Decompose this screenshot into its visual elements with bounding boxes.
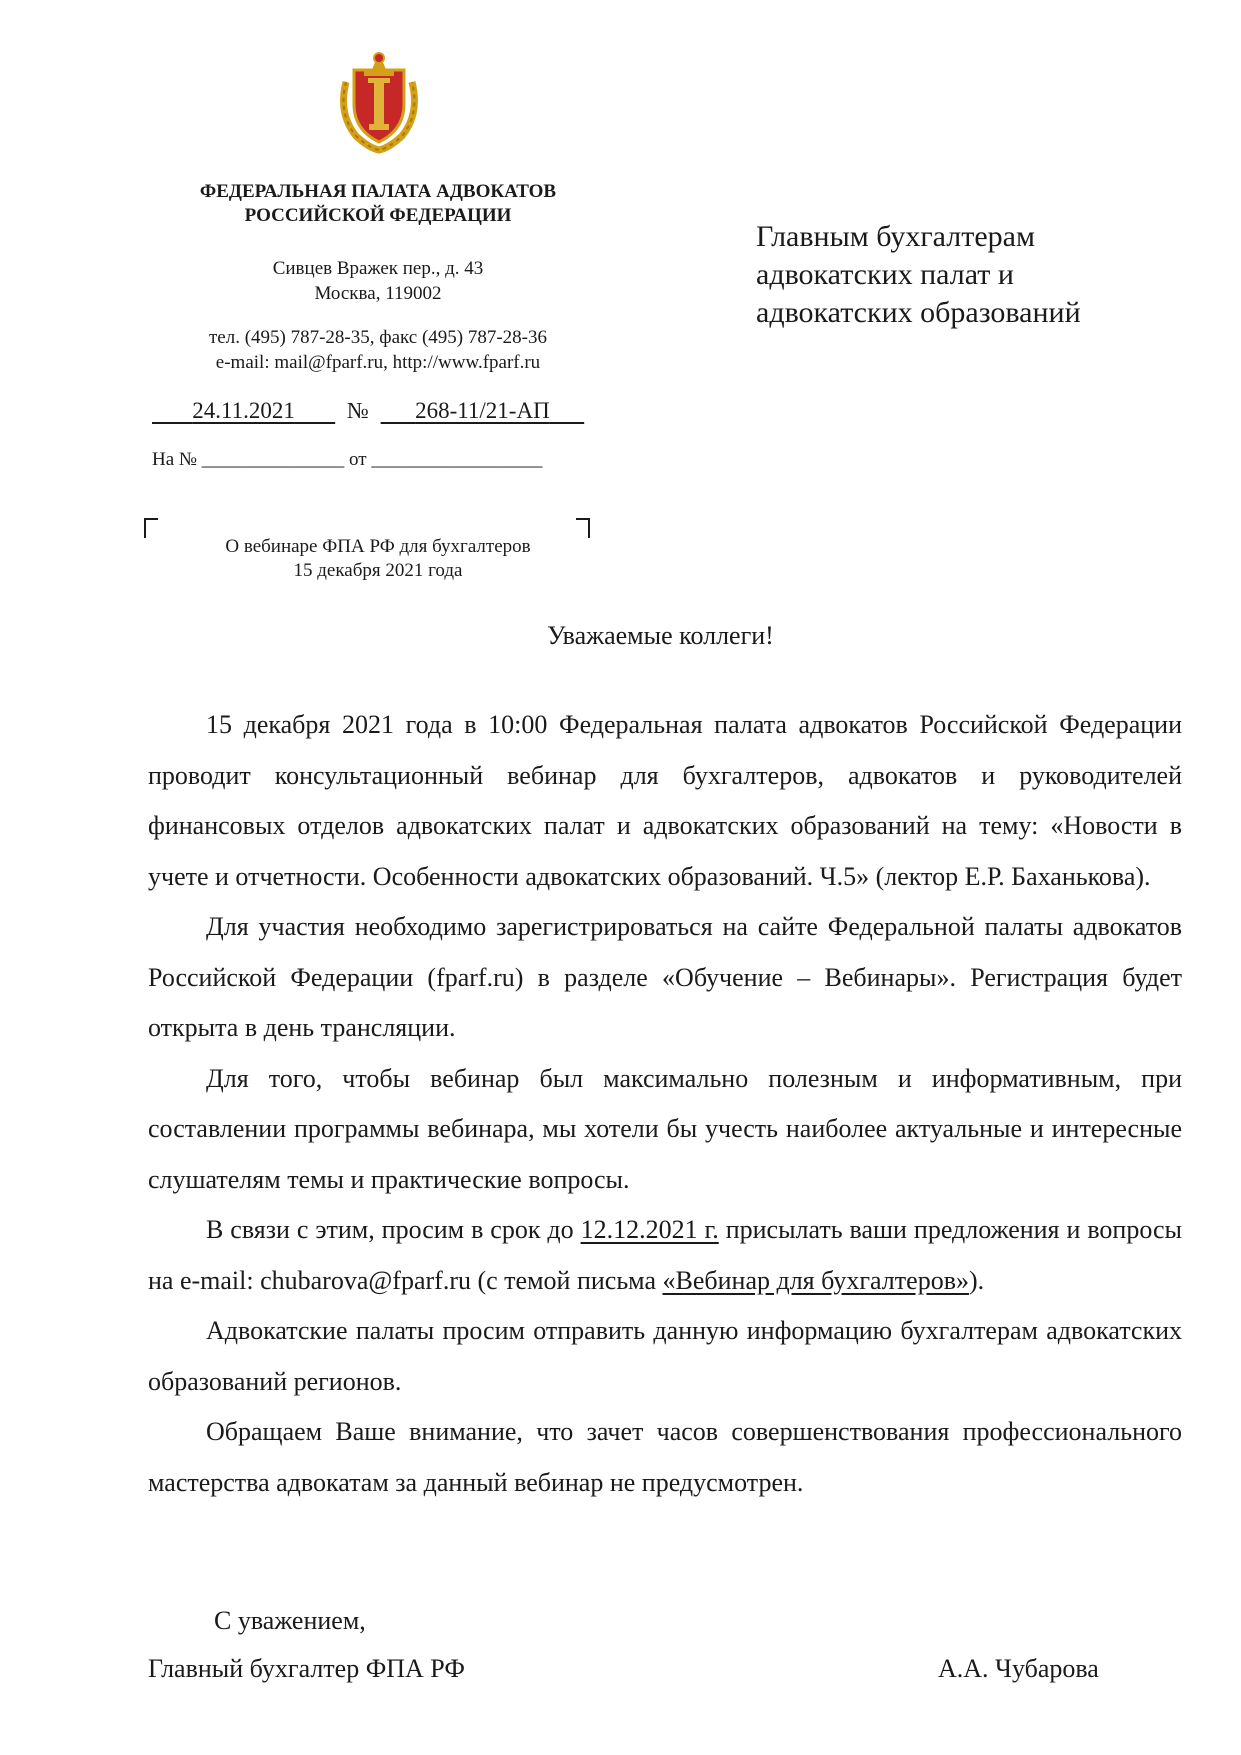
paragraph-1: 15 декабря 2021 года в 10:00 Федеральная палата адвокатов Российской Федерации проводит консультационный вебинар для бухгалтеров, адвокатов и руководителей финансовых отделов адвокатских палат и адвокатских образований на тему: «Новости в учете и отчетности. Особенности адвокатских образований. Ч.5» (лектор Е.Р. Баханькова). [148, 710, 1182, 891]
registration-number-label: № [346, 398, 369, 423]
paragraph-4 [148, 1205, 1182, 1306]
subject-line2: 15 декабря 2021 года [293, 560, 463, 581]
address-line1: Сивцев Вражек пер., д. 43 [272, 258, 484, 279]
closing: С уважением, [214, 1606, 366, 1635]
email-subject: «Вебинар для бухгалтеров» [662, 1265, 969, 1295]
signer-role: Главный бухгалтер ФПА РФ [148, 1654, 465, 1683]
letter-subject [150, 535, 606, 583]
addressee-line2: адвокатских палат и [756, 258, 1014, 291]
salutation: Уважаемые коллеги! [547, 621, 774, 650]
addressee-line3: адвокатских образований [756, 296, 1081, 329]
paragraph-3: Для того, чтобы вебинар был максимально полезным и информативным, при составлении программы вебинара, мы хотели бы учесть наиболее актуальные и интересные слушателям темы и практические вопросы. [148, 1063, 1182, 1194]
p4-middle: присылать ваши предложения и вопросы на e-mail: chubarova@fparf.ru (с темой письма [148, 1215, 1182, 1295]
addressee-line1: Главным бухгалтерам [756, 220, 1035, 253]
email-line: e-mail: mail@fparf.ru, http://www.fparf.ru [215, 352, 541, 373]
deadline-date: 12.12.2021 г. [580, 1215, 719, 1244]
addressee-block [756, 218, 1176, 332]
registration-number: 268-11/21-АП [415, 398, 550, 423]
address-line2: Москва, 119002 [314, 283, 442, 304]
coat-of-arms-icon [334, 44, 424, 154]
organization-contacts [150, 325, 606, 375]
registration-date: 24.11.2021 [192, 398, 295, 423]
phone-line: тел. (495) 787-28-35, факс (495) 787-28-36 [208, 327, 548, 348]
paragraph-6: Обращаем Ваше внимание, что зачет часов совершенствования профессионального мастерства адвокатам за данный вебинар не предусмотрен. [148, 1417, 1182, 1497]
organization-address [150, 256, 606, 306]
subject-line1: О вебинаре ФПА РФ для бухгалтеров [225, 536, 531, 557]
reference-line: На № _______________ от __________________ [152, 449, 543, 470]
paragraph-2: Для участия необходимо зарегистрироваться на сайте Федеральной палаты адвокатов Российской Федерации (fparf.ru) в разделе «Обучение – Вебинары». Регистрация будет открыта в день трансляции. [148, 912, 1182, 1042]
p4-end: ). [968, 1265, 985, 1295]
registration-line [152, 398, 584, 424]
paragraph-5: Адвокатские палаты просим отправить данную информацию бухгалтерам адвокатских образований регионов. [148, 1316, 1182, 1396]
org-name-line1: ФЕДЕРАЛЬНАЯ ПАЛАТА АДВОКАТОВ [199, 181, 557, 202]
p4-before-date: В связи с этим, просим в срок до [206, 1215, 581, 1244]
org-name-line2: РОССИЙСКОЙ ФЕДЕРАЦИИ [244, 205, 512, 226]
signer-name: А.А. Чубарова [938, 1654, 1099, 1683]
organization-name [150, 180, 606, 228]
letter-body [148, 700, 1182, 1508]
